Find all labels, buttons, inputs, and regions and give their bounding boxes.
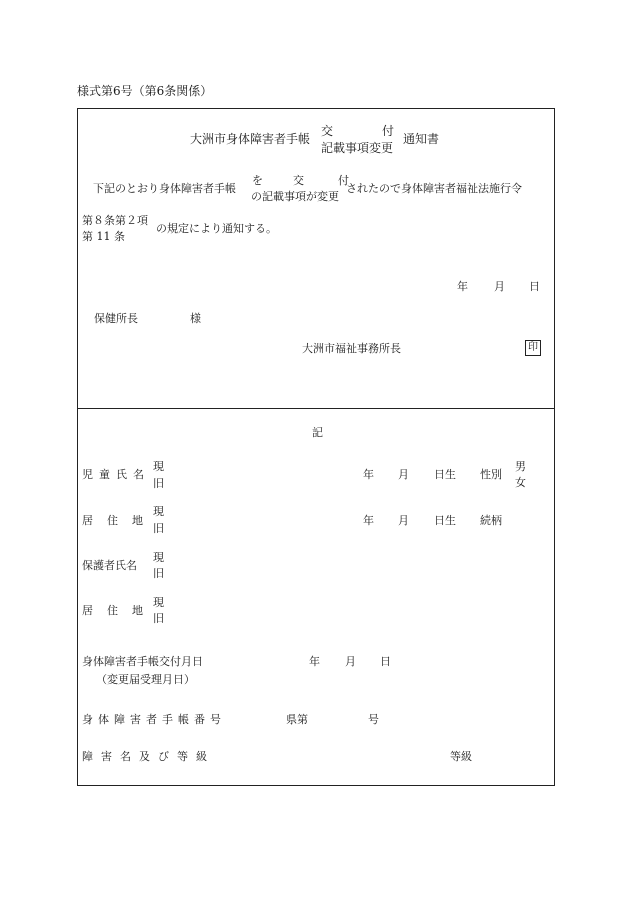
issue-date-month: 月 bbox=[345, 655, 356, 668]
issue-date-sublabel: （変更届受理月日） bbox=[96, 673, 195, 686]
sex-male-option: 男 bbox=[515, 460, 526, 473]
body-lead-text: 下記のとおり身体障害者手帳 bbox=[93, 182, 236, 195]
addressee-honorific: 様 bbox=[190, 312, 201, 325]
section-divider bbox=[77, 408, 555, 409]
address-row-year: 年 bbox=[363, 514, 374, 527]
date-day: 日 bbox=[529, 280, 540, 293]
child-name-current-mark: 現 bbox=[153, 460, 164, 473]
guardian-address-label: 居住地 bbox=[82, 604, 157, 617]
body-option-issue-a: 交 bbox=[293, 174, 304, 187]
booklet-prefecture-prefix: 県第 bbox=[286, 713, 308, 726]
child-name-label: 児童氏名 bbox=[82, 468, 150, 481]
disability-grade-label: 等級 bbox=[450, 750, 472, 763]
address-row-day: 日生 bbox=[434, 514, 456, 527]
title-suffix: 通知書 bbox=[403, 132, 440, 146]
guardian-address-current-mark: 現 bbox=[153, 596, 164, 609]
body-closing-text: の規定により通知する。 bbox=[156, 222, 277, 235]
sender-name: 大洲市福祉事務所長 bbox=[302, 342, 401, 355]
child-name-former-mark: 旧 bbox=[153, 477, 164, 490]
guardian-former-mark: 旧 bbox=[153, 567, 164, 580]
title-option-issue-a: 交 bbox=[321, 124, 334, 138]
address-current-mark: 現 bbox=[153, 505, 164, 518]
addressee-office: 保健所長 bbox=[94, 312, 138, 325]
booklet-number-label: 身体障害者手帳番号 bbox=[82, 713, 226, 726]
title-option-issue-b: 付 bbox=[382, 124, 395, 138]
sex-label: 性別 bbox=[480, 468, 502, 481]
body-clause-a: 第８条第２項 bbox=[82, 214, 148, 227]
address-label: 居住地 bbox=[82, 514, 157, 527]
guardian-name-label: 保護者氏名 bbox=[82, 559, 137, 572]
issue-date-year: 年 bbox=[309, 655, 320, 668]
body-clause-b: 第 11 条 bbox=[82, 230, 125, 243]
disability-label: 障害名及び等級 bbox=[82, 750, 215, 763]
child-birth-year: 年 bbox=[363, 468, 374, 481]
form-number-label: 様式第6号（第6条関係） bbox=[77, 84, 213, 98]
child-birth-day: 日生 bbox=[434, 468, 456, 481]
title-prefix: 大洲市身体障害者手帳 bbox=[190, 132, 311, 146]
date-year: 年 bbox=[457, 280, 468, 293]
child-birth-month: 月 bbox=[398, 468, 409, 481]
title-option-change: 記載事項変更 bbox=[321, 141, 394, 155]
guardian-current-mark: 現 bbox=[153, 551, 164, 564]
body-option-change: の記載事項が変更 bbox=[251, 190, 339, 203]
issue-date-day: 日 bbox=[380, 655, 391, 668]
address-row-month: 月 bbox=[398, 514, 409, 527]
body-particle-wo: を bbox=[252, 174, 263, 187]
date-month: 月 bbox=[494, 280, 505, 293]
issue-date-label: 身体障害者手帳交付月日 bbox=[82, 655, 203, 668]
booklet-number-suffix: 号 bbox=[368, 713, 379, 726]
guardian-address-former-mark: 旧 bbox=[153, 612, 164, 625]
seal-mark: 印 bbox=[525, 340, 541, 356]
body-tail-text: されたので身体障害者福祉法施行令 bbox=[346, 182, 522, 195]
address-former-mark: 旧 bbox=[153, 522, 164, 535]
sex-female-option: 女 bbox=[515, 476, 526, 489]
record-heading: 記 bbox=[312, 426, 323, 439]
body-option-issue-b: 付 bbox=[338, 174, 349, 187]
relation-label: 続柄 bbox=[480, 514, 502, 527]
